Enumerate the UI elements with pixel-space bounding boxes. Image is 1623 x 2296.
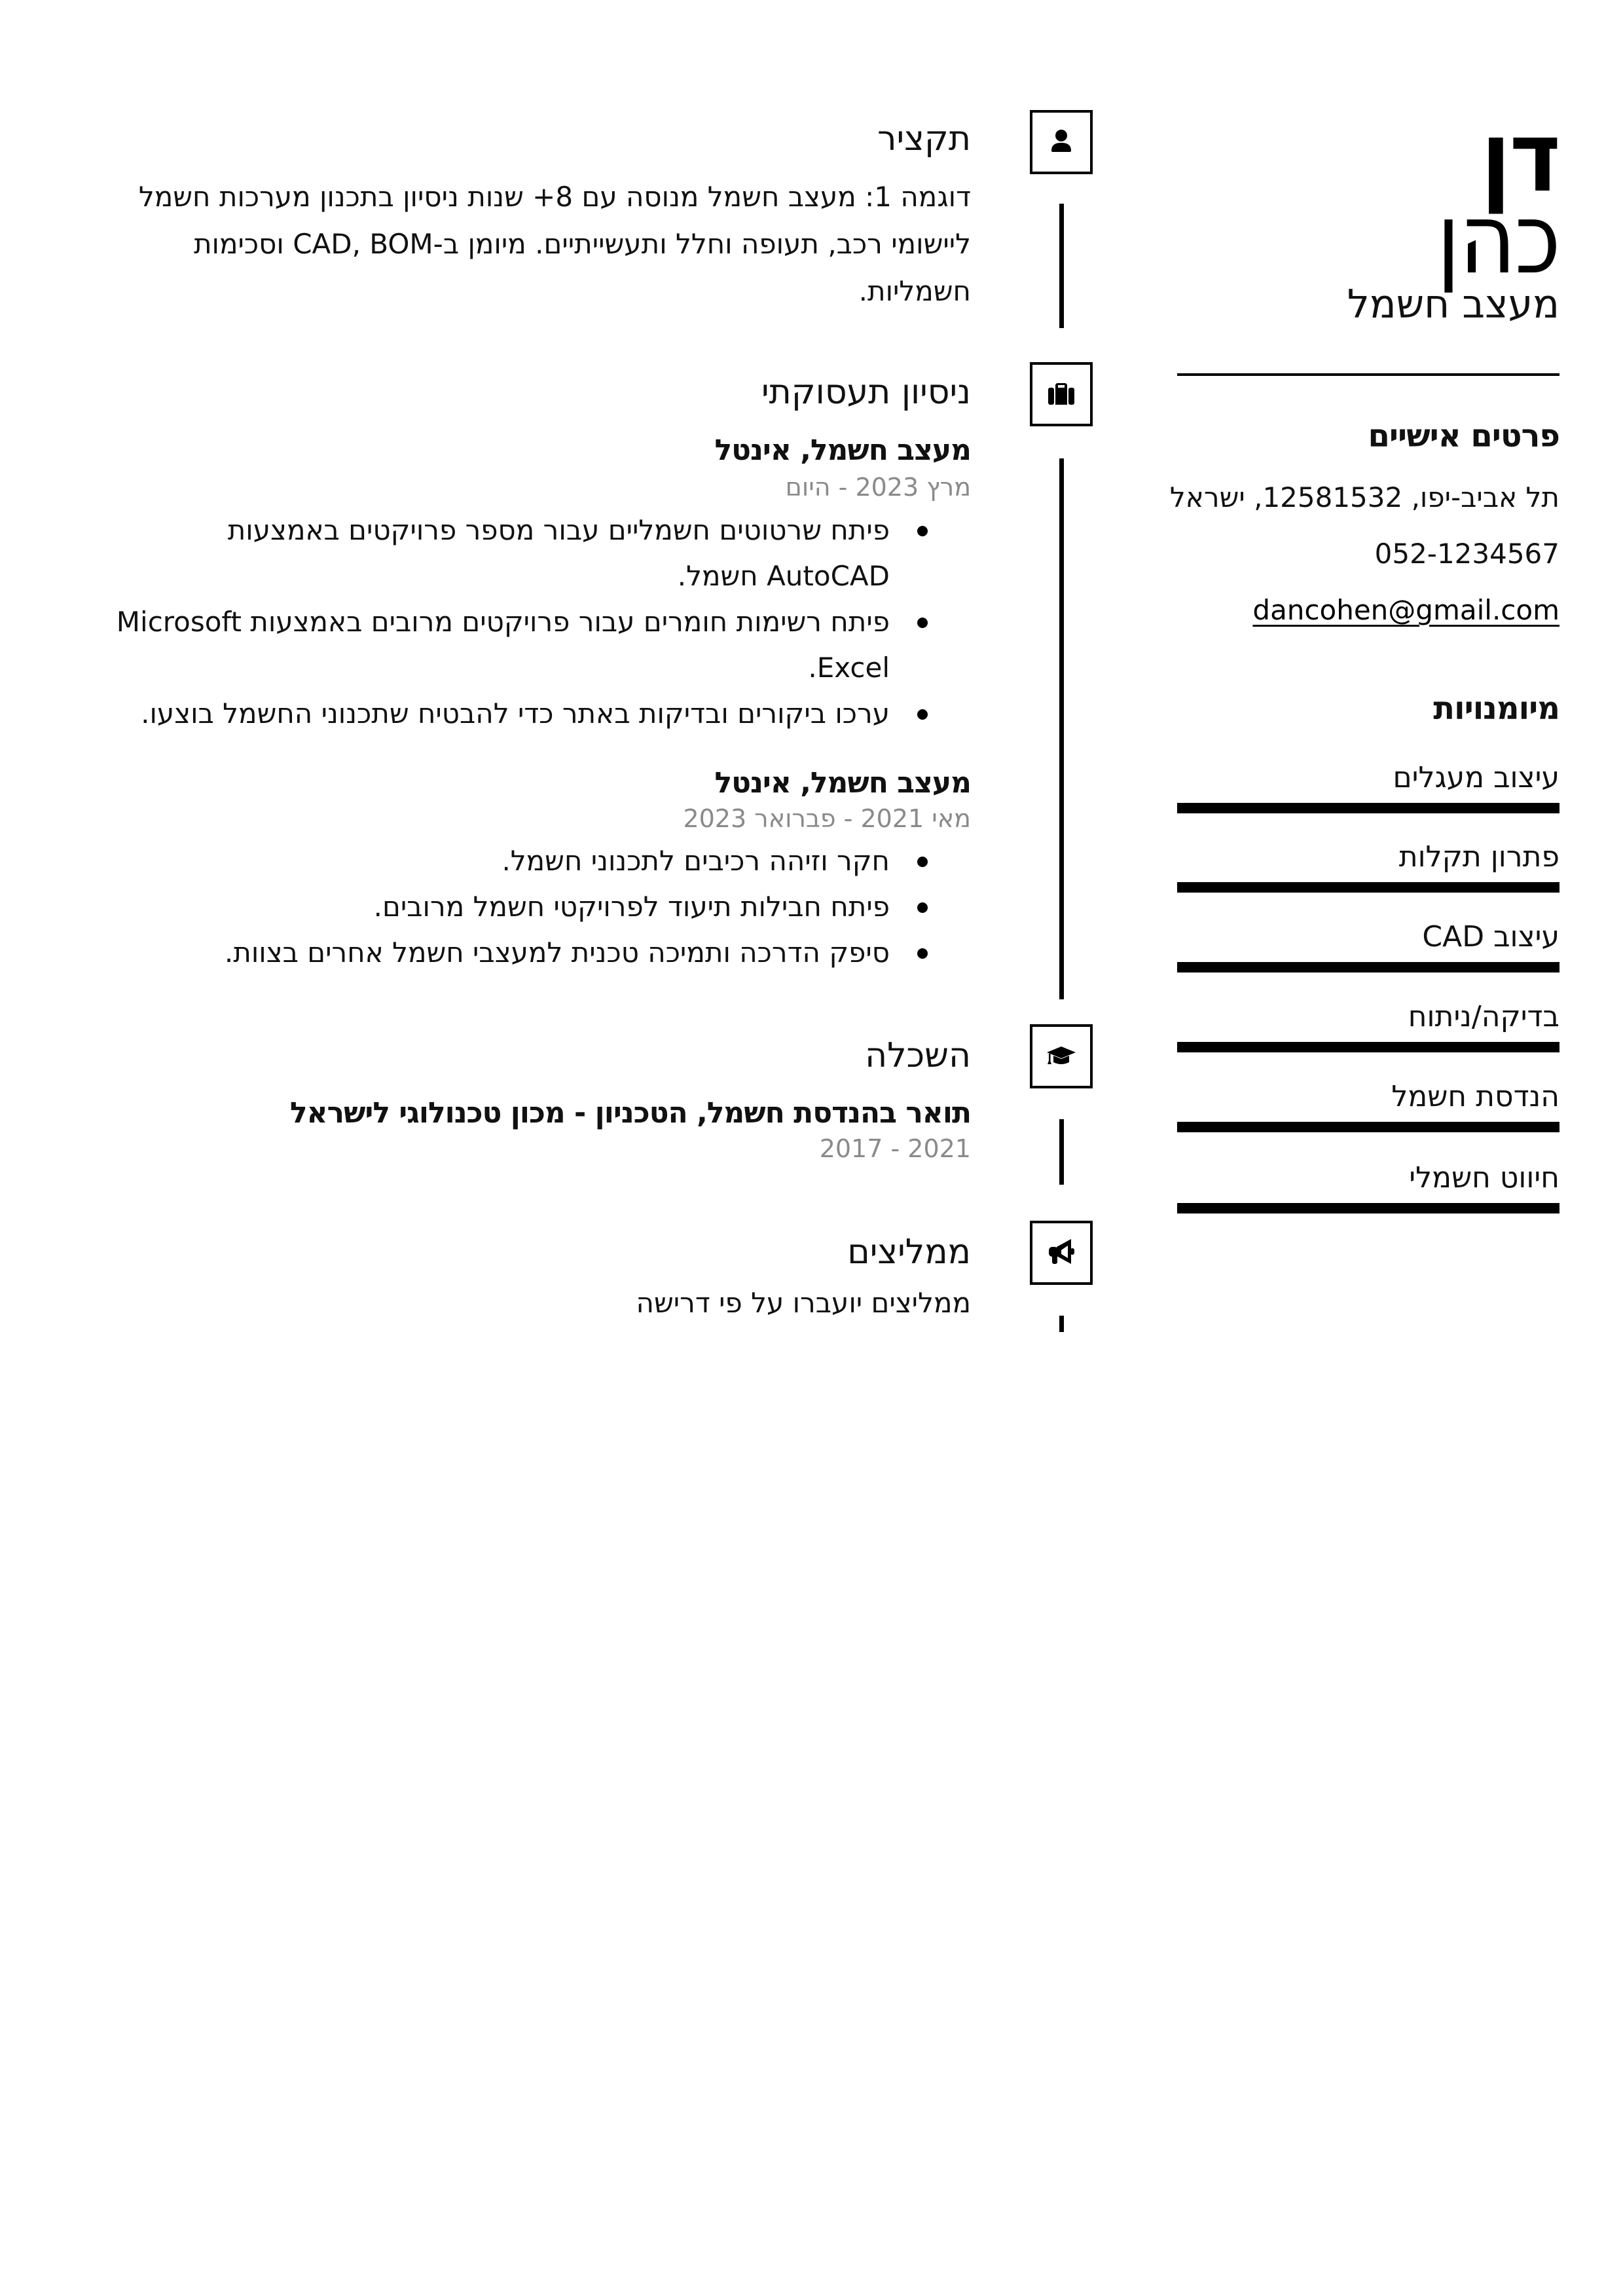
skill-item — [1177, 760, 1559, 805]
timeline-line — [1059, 1316, 1064, 1332]
timeline-line — [1059, 204, 1064, 328]
skill-level-bar — [1177, 962, 1559, 972]
job-bullet: פיתח רשימות חומרים עבור פרויקטים מרובים באמצעות Microsoft Excel. — [113, 599, 971, 691]
job-bullets — [113, 508, 971, 737]
skill-label: בדיקה/ניתוח — [1408, 1000, 1559, 1033]
references-title: ממליצים — [847, 1232, 971, 1272]
summary-text: דוגמה 1: מעצב חשמל מנוסה עם 8+ שנות ניסיון בתכנון מערכות חשמל ליישומי רכב, תעופה וחלל ותעשייתיים. מיומן ב-CAD, BOM וסכימות חשמליות. — [138, 181, 971, 307]
skill-label: עיצוב CAD — [1422, 920, 1559, 954]
skill-item — [1177, 1160, 1559, 1206]
first-name: דן — [1481, 101, 1559, 213]
job-bullet: סיפק הדרכה ותמיכה טכנית למעצבי חשמל אחרים בצוות. — [113, 930, 971, 976]
skill-item — [1177, 839, 1559, 885]
job-title: מעצב חשמל, אינטל — [714, 766, 971, 800]
degree: תואר בהנדסת חשמל, הטכניון - מכון טכנולוגי לישראל — [289, 1096, 971, 1130]
education-title: השכלה — [865, 1036, 971, 1075]
timeline-line — [1059, 1119, 1064, 1185]
job-bullets — [113, 838, 971, 976]
education-icon-box — [1030, 1024, 1093, 1088]
last-name: כהן — [1436, 183, 1559, 295]
summary-title: תקציר — [877, 119, 971, 158]
job-dates: מרץ 2023 - היום — [785, 473, 971, 502]
megaphone-icon — [1045, 1236, 1078, 1269]
job-bullet: חקר וזיהה רכיבים לתכנוני חשמל. — [113, 838, 971, 884]
skill-label: פתרון תקלות — [1398, 840, 1559, 874]
experience-title: ניסיון תעסוקתי — [761, 373, 971, 412]
job-dates: מאי 2021 - פברואר 2023 — [683, 804, 971, 833]
graduation-cap-icon — [1045, 1040, 1078, 1073]
job-bullet: פיתח שרטוטים חשמליים עבור מספר פרויקטים באמצעות AutoCAD חשמל. — [113, 508, 971, 599]
email-link[interactable]: dancohen@gmail.com — [1252, 594, 1559, 626]
job-role: מעצב חשמל — [1347, 282, 1559, 327]
person-icon — [1045, 126, 1078, 158]
references-icon-box — [1030, 1221, 1093, 1285]
job-bullet: פיתח חבילות תיעוד לפרויקטי חשמל מרובים. — [113, 884, 971, 930]
skill-level-bar — [1177, 1042, 1559, 1052]
skill-level-bar — [1177, 803, 1559, 813]
experience-icon-box — [1030, 362, 1093, 426]
summary-icon-box — [1030, 110, 1093, 174]
skill-label: עיצוב מעגלים — [1393, 761, 1559, 794]
briefcase-icon — [1045, 378, 1078, 411]
timeline-line — [1059, 458, 1064, 999]
skill-item — [1177, 919, 1559, 965]
address: תל אביב-יפו, 12581532, ישראל — [1169, 481, 1559, 513]
personal-details-heading: פרטים אישיים — [1368, 418, 1559, 454]
job-title: מעצב חשמל, אינטל — [714, 434, 971, 467]
skills-heading: מיומנויות — [1433, 690, 1559, 727]
skill-item — [1177, 1079, 1559, 1124]
job-bullet: ערכו ביקורים ובדיקות באתר כדי להבטיח שתכנוני החשמל בוצעו. — [113, 691, 971, 737]
header-divider — [1177, 373, 1559, 376]
skill-item — [1177, 999, 1559, 1045]
skill-label: הנדסת חשמל — [1391, 1080, 1559, 1113]
references-text: ממליצים יועברו על פי דרישה — [636, 1287, 971, 1319]
phone: 052-1234567 — [1374, 538, 1559, 570]
skill-level-bar — [1177, 1122, 1559, 1132]
education-dates: 2017 - 2021 — [819, 1134, 971, 1163]
skill-level-bar — [1177, 1203, 1559, 1213]
skill-label: חיווט חשמלי — [1409, 1161, 1559, 1194]
skill-level-bar — [1177, 882, 1559, 893]
